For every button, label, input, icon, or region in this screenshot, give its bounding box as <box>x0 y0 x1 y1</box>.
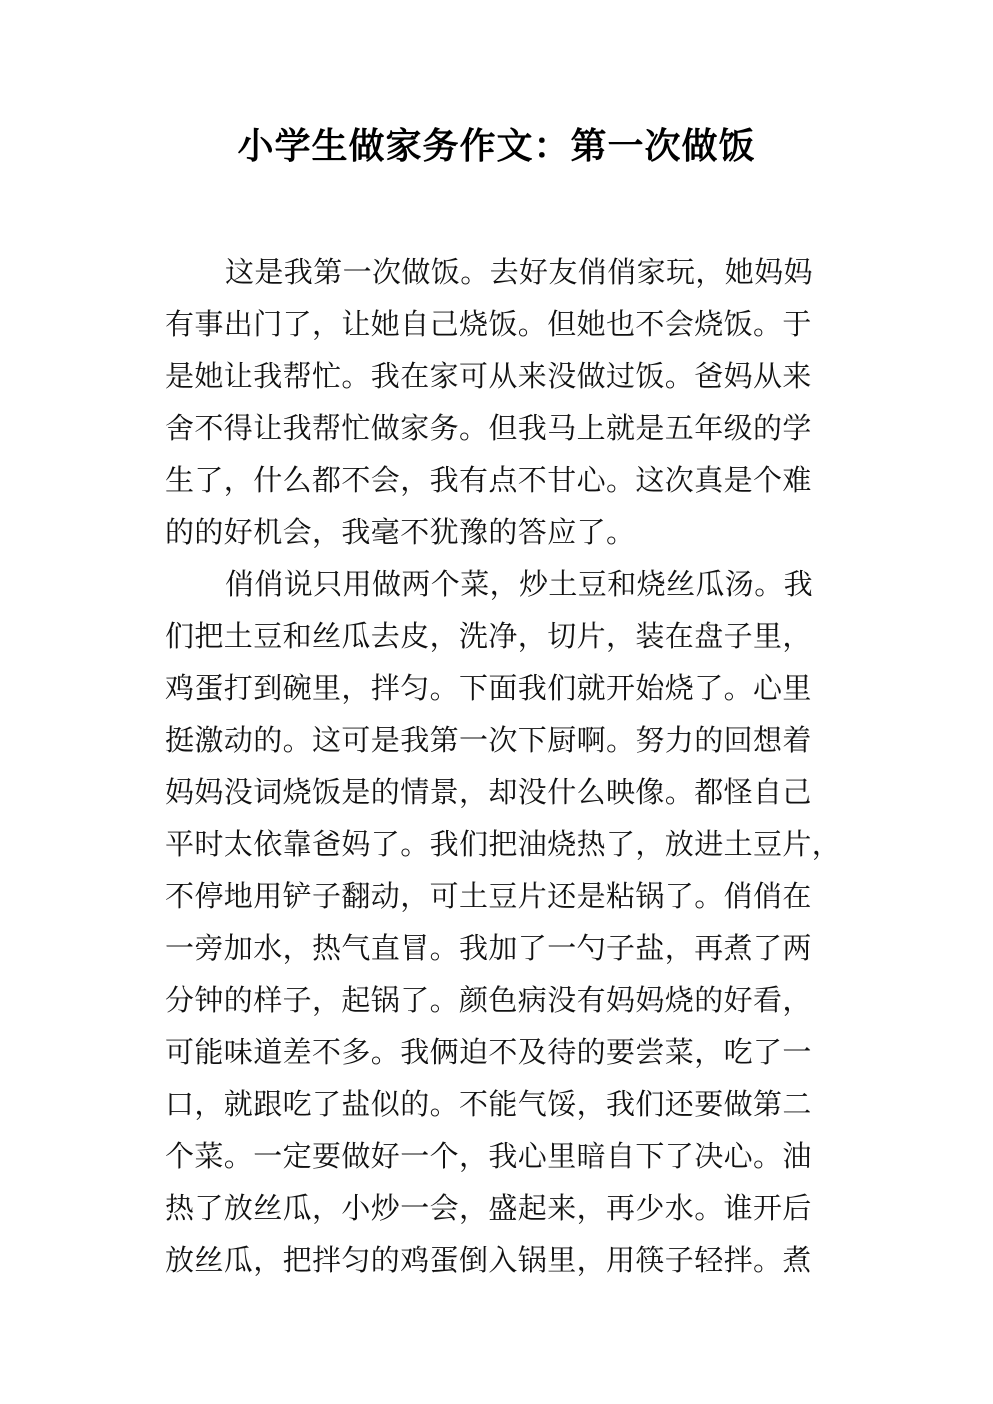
paragraph-line: 俏俏说只用做两个菜，炒土豆和烧丝瓜汤。我 <box>225 567 814 601</box>
paragraph-line: 舍不得让我帮忙做家务。但我马上就是五年级的学 <box>165 411 812 445</box>
paragraph-line: 有事出门了，让她自己烧饭。但她也不会烧饭。于 <box>165 307 812 341</box>
paragraph-line: 放丝瓜，把拌匀的鸡蛋倒入锅里，用筷子轻拌。煮 <box>165 1243 812 1277</box>
paragraph-line: 可能味道差不多。我俩迫不及待的要尝菜，吃了一 <box>165 1035 812 1069</box>
paragraph-line: 热了放丝瓜，小炒一会，盛起来，再少水。谁开后 <box>165 1191 812 1225</box>
paragraph-line: 不停地用铲子翻动，可土豆片还是粘锅了。俏俏在 <box>165 879 812 913</box>
paragraph-line: 妈妈没词烧饭是的情景，却没什么映像。都怪自己 <box>165 775 812 809</box>
paragraph-line: 一旁加水，热气直冒。我加了一勺子盐，再煮了两 <box>165 931 812 965</box>
paragraph-line: 个菜。一定要做好一个，我心里暗自下了决心。油 <box>165 1139 812 1173</box>
paragraph-line: 挺激动的。这可是我第一次下厨啊。努力的回想着 <box>165 723 812 757</box>
paragraph-line: 们把土豆和丝瓜去皮，洗净，切片，装在盘子里， <box>165 619 812 653</box>
paragraph-line: 这是我第一次做饭。去好友俏俏家玩，她妈妈 <box>225 255 814 289</box>
paragraph-line: 是她让我帮忙。我在家可从来没做过饭。爸妈从来 <box>165 359 812 393</box>
paragraph-line: 口，就跟吃了盐似的。不能气馁，我们还要做第二 <box>165 1087 812 1121</box>
document-body <box>165 246 855 1286</box>
paragraph-line: 鸡蛋打到碗里，拌匀。下面我们就开始烧了。心里 <box>165 671 812 705</box>
paragraph-line: 生了，什么都不会，我有点不甘心。这次真是个难 <box>165 463 812 497</box>
paragraph-line: 的的好机会，我毫不犹豫的答应了。 <box>165 515 636 549</box>
paragraph-line: 分钟的样子，起锅了。颜色病没有妈妈烧的好看， <box>165 983 812 1017</box>
paragraph-line: 平时太依靠爸妈了。我们把油烧热了，放进土豆片， <box>165 827 842 861</box>
document-title: 小学生做家务作文：第一次做饭 <box>237 126 756 167</box>
